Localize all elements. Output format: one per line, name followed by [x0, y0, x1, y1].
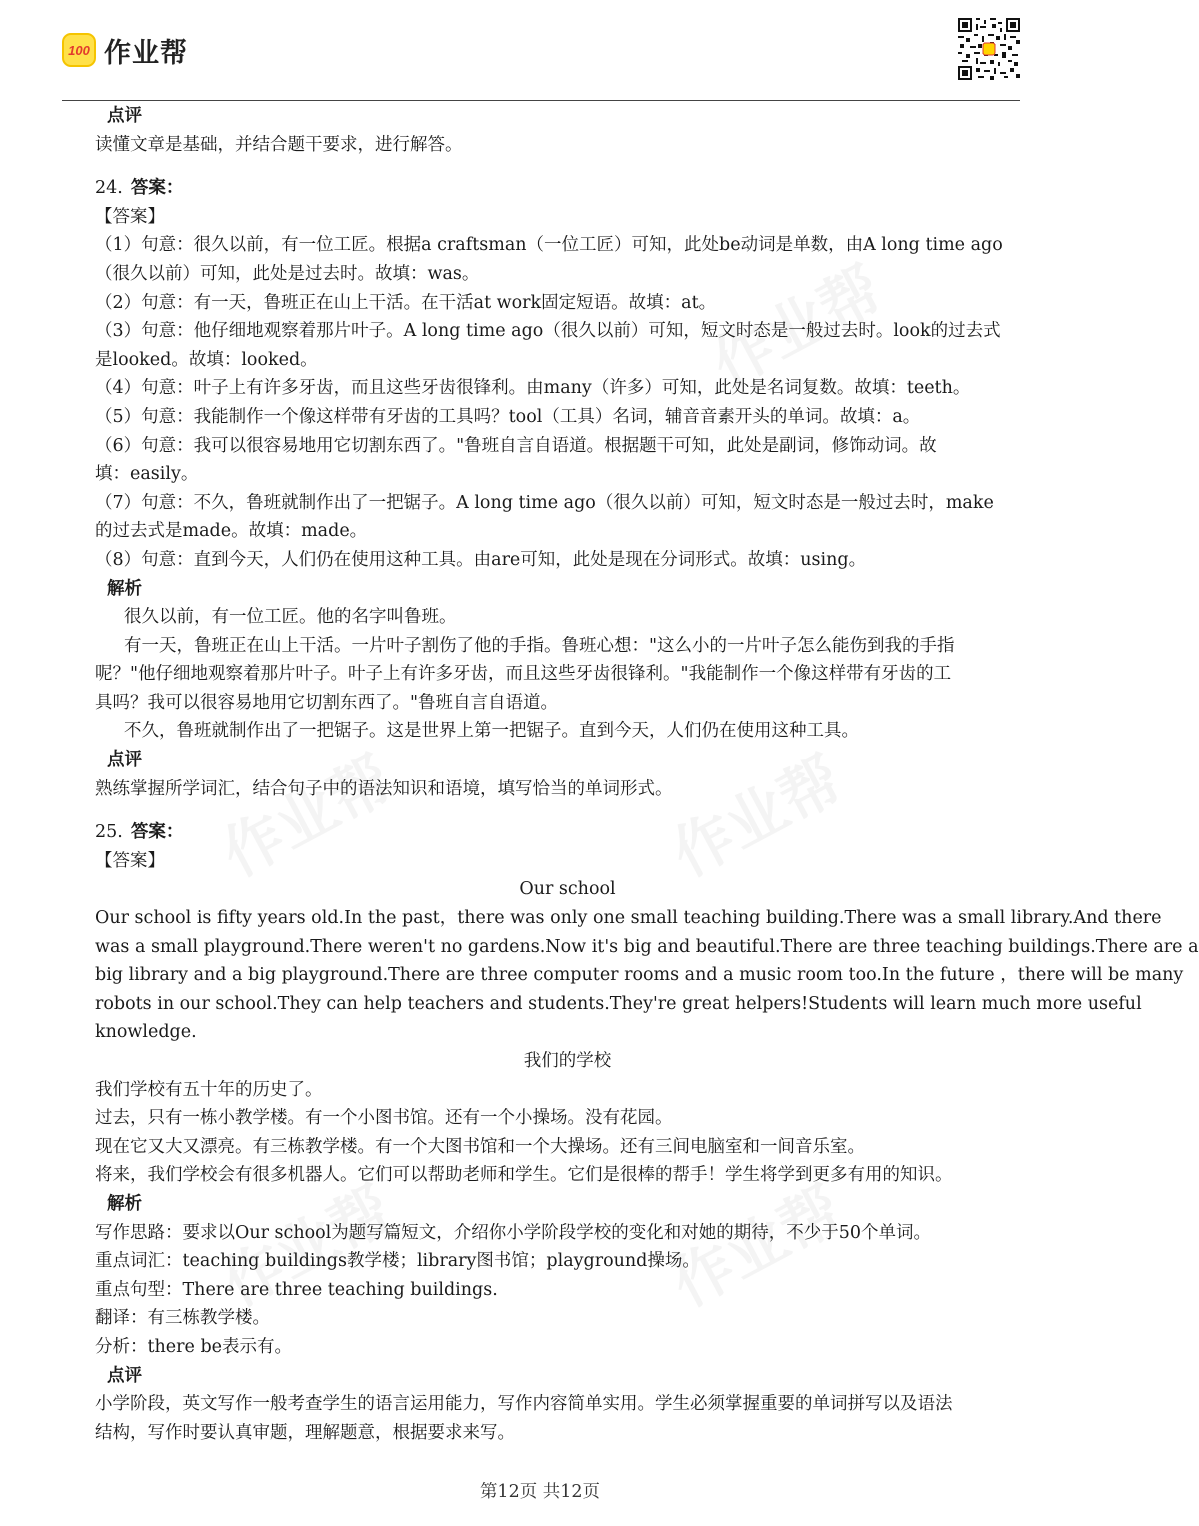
answer-line: （4）句意：叶子上有许多牙齿，而且这些牙齿很锋利。由many（许多）可知，此处是名词复数。故填：teeth。 [95, 378, 971, 399]
analysis-heading: 解析 [107, 578, 142, 599]
answer-line: （8）句意：直到今天，人们仍在使用这种工具。由are可知，此处是现在分词形式。故填：using。 [95, 549, 867, 570]
logo-badge-icon: 100 [62, 33, 96, 67]
analysis-line: 呢？"他仔细地观察着那片叶子。叶子上有许多牙齿，而且这些牙齿很锋利。"我能制作一个像这样带有牙齿的工 [95, 664, 952, 685]
answer-line: 是looked。故填：looked。 [95, 349, 318, 370]
question-number: 24. [95, 178, 123, 199]
answer-line: （很久以前）可知，此处是过去时。故填：was。 [95, 263, 480, 284]
review-text: 读懂文章是基础，并结合题干要求，进行解答。 [95, 134, 463, 155]
question-24-header [95, 174, 1040, 203]
translation-line: 现在它又大又漂亮。有三栋教学楼。有一个大图书馆和一个大操场。还有三间电脑室和一间音乐室。 [95, 1136, 865, 1157]
answer-line: （6）句意：我可以很容易地用它切割东西了。"鲁班自言自语道。根据题干可知，此处是副词，修饰动词。故 [95, 435, 937, 456]
answer-line: （2）句意：有一天，鲁班正在山上干活。在干活at work固定短语。故填：at。 [95, 292, 717, 313]
analysis-line: 写作思路：要求以Our school为题写篇短文，介绍你小学阶段学校的变化和对她的期待，不少于50个单词。 [95, 1222, 932, 1243]
review-heading: 点评 [107, 750, 142, 771]
translation-line: 我们学校有五十年的历史了。 [95, 1079, 323, 1100]
essay-line: big library and a big playground.There are three computer rooms and a music room too.In the future ，there will be many [95, 965, 1184, 986]
review-text: 小学阶段，英文写作一般考查学生的语言运用能力，写作内容简单实用。学生必须掌握重要的单词拼写以及语法 [95, 1394, 953, 1415]
analysis-line: 分析：there be表示有。 [95, 1336, 293, 1357]
question-25-header [95, 818, 1040, 847]
page-number: 第12页 共12页 [479, 1482, 601, 1502]
essay-line: Our school is fifty years old.In the past，there was only one small teaching building.There was a small library.And there [95, 908, 1162, 929]
answer-tag: 【答案】 [95, 850, 165, 871]
analysis-line: 不久，鲁班就制作出了一把锯子。这是世界上第一把锯子。直到今天，人们仍在使用这种工具。 [124, 721, 859, 742]
answer-label: 答案： [130, 822, 184, 843]
answer-line: （3）句意：他仔细地观察着那片叶子。A long time ago（很久以前）可知，短文时态是一般过去时。look的过去式 [95, 321, 1001, 342]
answer-label: 答案： [130, 178, 184, 199]
review-heading: 点评 [107, 106, 142, 126]
header-divider [62, 100, 1020, 101]
answer-line: 填：easily。 [95, 464, 199, 485]
analysis-line: 翻译：有三栋教学楼。 [95, 1308, 270, 1329]
answer-line: （7）句意：不久，鲁班就制作出了一把锯子。A long time ago（很久以前）可知，短文时态是一般过去时，make [95, 492, 994, 513]
analysis-line: 重点词汇：teaching buildings教学楼；library图书馆；playground操场。 [95, 1251, 700, 1272]
brand-logo [62, 30, 188, 70]
essay-line: knowledge. [95, 1022, 197, 1043]
translation-title: 我们的学校 [523, 1051, 612, 1071]
review-text: 结构，写作时要认真审题，理解题意，根据要求来写。 [95, 1422, 515, 1443]
analysis-heading: 解析 [107, 1193, 142, 1214]
answer-tag: 【答案】 [95, 206, 165, 227]
analysis-line: 重点句型：There are three teaching buildings. [95, 1279, 498, 1300]
answer-line: 的过去式是made。故填：made。 [95, 521, 368, 542]
essay-title: Our school [519, 879, 616, 900]
answer-line: （5）句意：我能制作一个像这样带有牙齿的工具吗？tool（工具）名词，辅音音素开头的单词。故填：a。 [95, 406, 921, 427]
question-number: 25. [95, 822, 123, 843]
essay-line: robots in our school.They can help teachers and students.They're great helpers!Students will learn much more useful [95, 993, 1142, 1014]
logo-text: 作业帮 [104, 37, 188, 69]
review-text: 熟练掌握所学词汇，结合句子中的语法知识和语境，填写恰当的单词形式。 [95, 778, 673, 799]
translation-line: 将来，我们学校会有很多机器人。它们可以帮助老师和学生。它们是很棒的帮手！学生将学到更多有用的知识。 [95, 1165, 953, 1186]
analysis-line: 很久以前，有一位工匠。他的名字叫鲁班。 [124, 607, 457, 628]
essay-line: was a small playground.There weren't no gardens.Now it's big and beautiful.There are three teaching buildings.There are a [95, 936, 1199, 957]
translation-line: 过去，只有一栋小教学楼。有一个小图书馆。还有一个小操场。没有花园。 [95, 1108, 673, 1129]
analysis-line: 有一天，鲁班正在山上干活。一片叶子割伤了他的手指。鲁班心想："这么小的一片叶子怎么能伤到我的手指 [124, 635, 955, 656]
answer-line: （1）句意：很久以前，有一位工匠。根据a craftsman（一位工匠）可知，此处be动词是单数，由A long time ago [95, 235, 1003, 256]
analysis-line: 具吗？我可以很容易地用它切割东西了。"鲁班自言自语道。 [95, 692, 559, 713]
review-heading: 点评 [107, 1365, 142, 1386]
qr-code-icon [958, 18, 1020, 80]
page-content [95, 102, 1199, 1447]
